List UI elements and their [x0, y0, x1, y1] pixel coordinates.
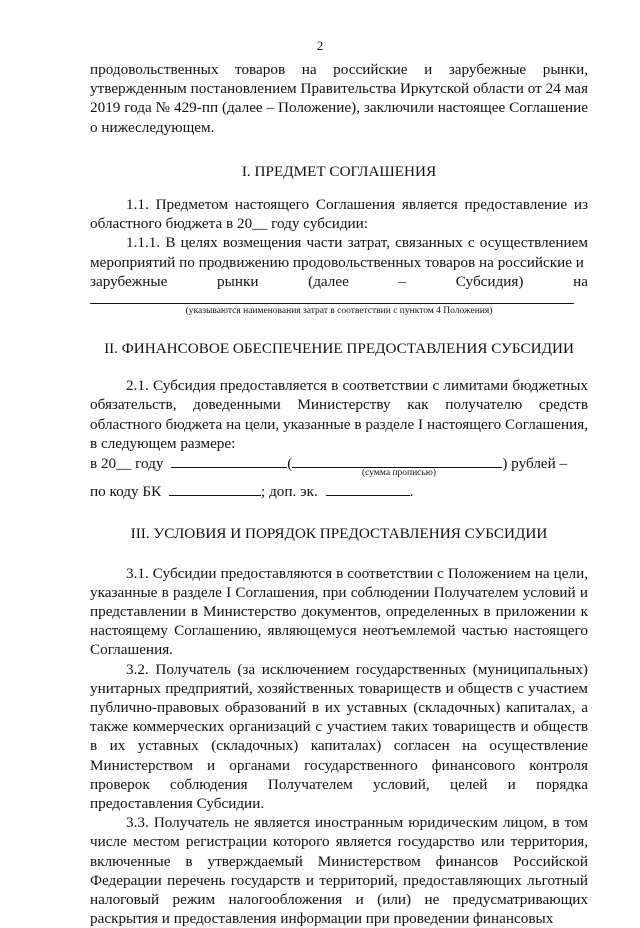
paragraph-3-3: 3.3. Получатель не является иностранным юридическим лицом, в том числе местом регистрации которого является государство или территория, включенные в утверждаемый Министерством финансов Российской Федерации перечень государств и территорий, предоставляющих льготный налоговый режим налогообложения и (или) не предусматривающих раскрытия и предоставления информации при проведении финансовых [90, 814, 588, 928]
dop-prefix: ; доп. эк. [261, 483, 318, 501]
section-2-heading: II. ФИНАНСОВОЕ ОБЕСПЕЧЕНИЕ ПРЕДОСТАВЛЕНИЯ СУБСИДИИ [104, 340, 574, 358]
section-1-heading: I. ПРЕДМЕТ СОГЛАШЕНИЯ [241, 162, 437, 180]
amount-line: в 20__ году ( ) рублей – [90, 455, 568, 473]
paragraph-3-2: 3.2. Получатель (за исключением государственных (муниципальных) унитарных предприятий, хозяйственных товариществ и обществ с участием публично-правовых образований в их уставных (складочных) капиталах, а также коммерческих организаций с участием таких товариществ и обществ в их уставных (складочных) капиталах) согласен на осуществление Министерством и органами государственного финансового контроля проверок соблюдения Получателем условий, целей и порядка предоставления Субсидии. [90, 660, 588, 813]
amount-field[interactable] [171, 453, 287, 468]
rubles-suffix: ) рублей – [502, 455, 568, 473]
page-number: 2 [316, 38, 324, 53]
paragraph-1-1-1-last-line: зарубежные рынки (далее – Субсидия) на [90, 272, 588, 290]
document-body [90, 60, 588, 928]
costs-caption: (указываются наименования затрат в соответствии с пунктом 4 Положения) [185, 306, 493, 317]
kbk-prefix: по коду БК [90, 483, 162, 501]
amount-in-words-field[interactable] [292, 453, 502, 468]
dop-ek-field[interactable] [326, 481, 410, 496]
intro-paragraph: продовольственных товаров на российские и зарубежные рынки, утвержденным постановлением Правительства Иркутской области от 24 мая 2019 года № 429-пп (далее – Положение), заключили настоящее Соглашение о нижеследующем. [90, 61, 588, 136]
paragraph-1-1: 1.1. Предметом настоящего Соглашения является предоставление из областного бюджета в 20__ году субсидии: [90, 196, 588, 233]
year-prefix: в 20__ году [90, 455, 164, 473]
section-3-heading: III. УСЛОВИЯ И ПОРЯДОК ПРЕДОСТАВЛЕНИЯ СУБСИДИИ [130, 525, 548, 543]
kbk-field[interactable] [169, 481, 261, 496]
paragraph-3-1: 3.1. Субсидии предоставляются в соответствии с Положением на цели, указанные в разделе I Соглашения, при соблюдении Получателем условий и представлении в Министерство документов, определенных в приложении к настоящему Соглашению, являющемуся неотъемлемой частью настоящего Соглашения. [90, 564, 588, 659]
paragraph-2-1: 2.1. Субсидия предоставляется в соответствии с лимитами бюджетных обязательств, доведенными Министерству как получателю средств областного бюджета на цели, указанные в разделе I настоящего Соглашения, в следующем размере: [90, 377, 588, 452]
paragraph-1-1-1: 1.1.1. В целях возмещения части затрат, связанных с осуществлением мероприятий по продвижению продовольственных товаров на российские и [90, 234, 588, 271]
sum-caption: (сумма прописью) [362, 468, 436, 479]
kbk-line: по коду БК ; доп. эк. . [90, 483, 414, 501]
